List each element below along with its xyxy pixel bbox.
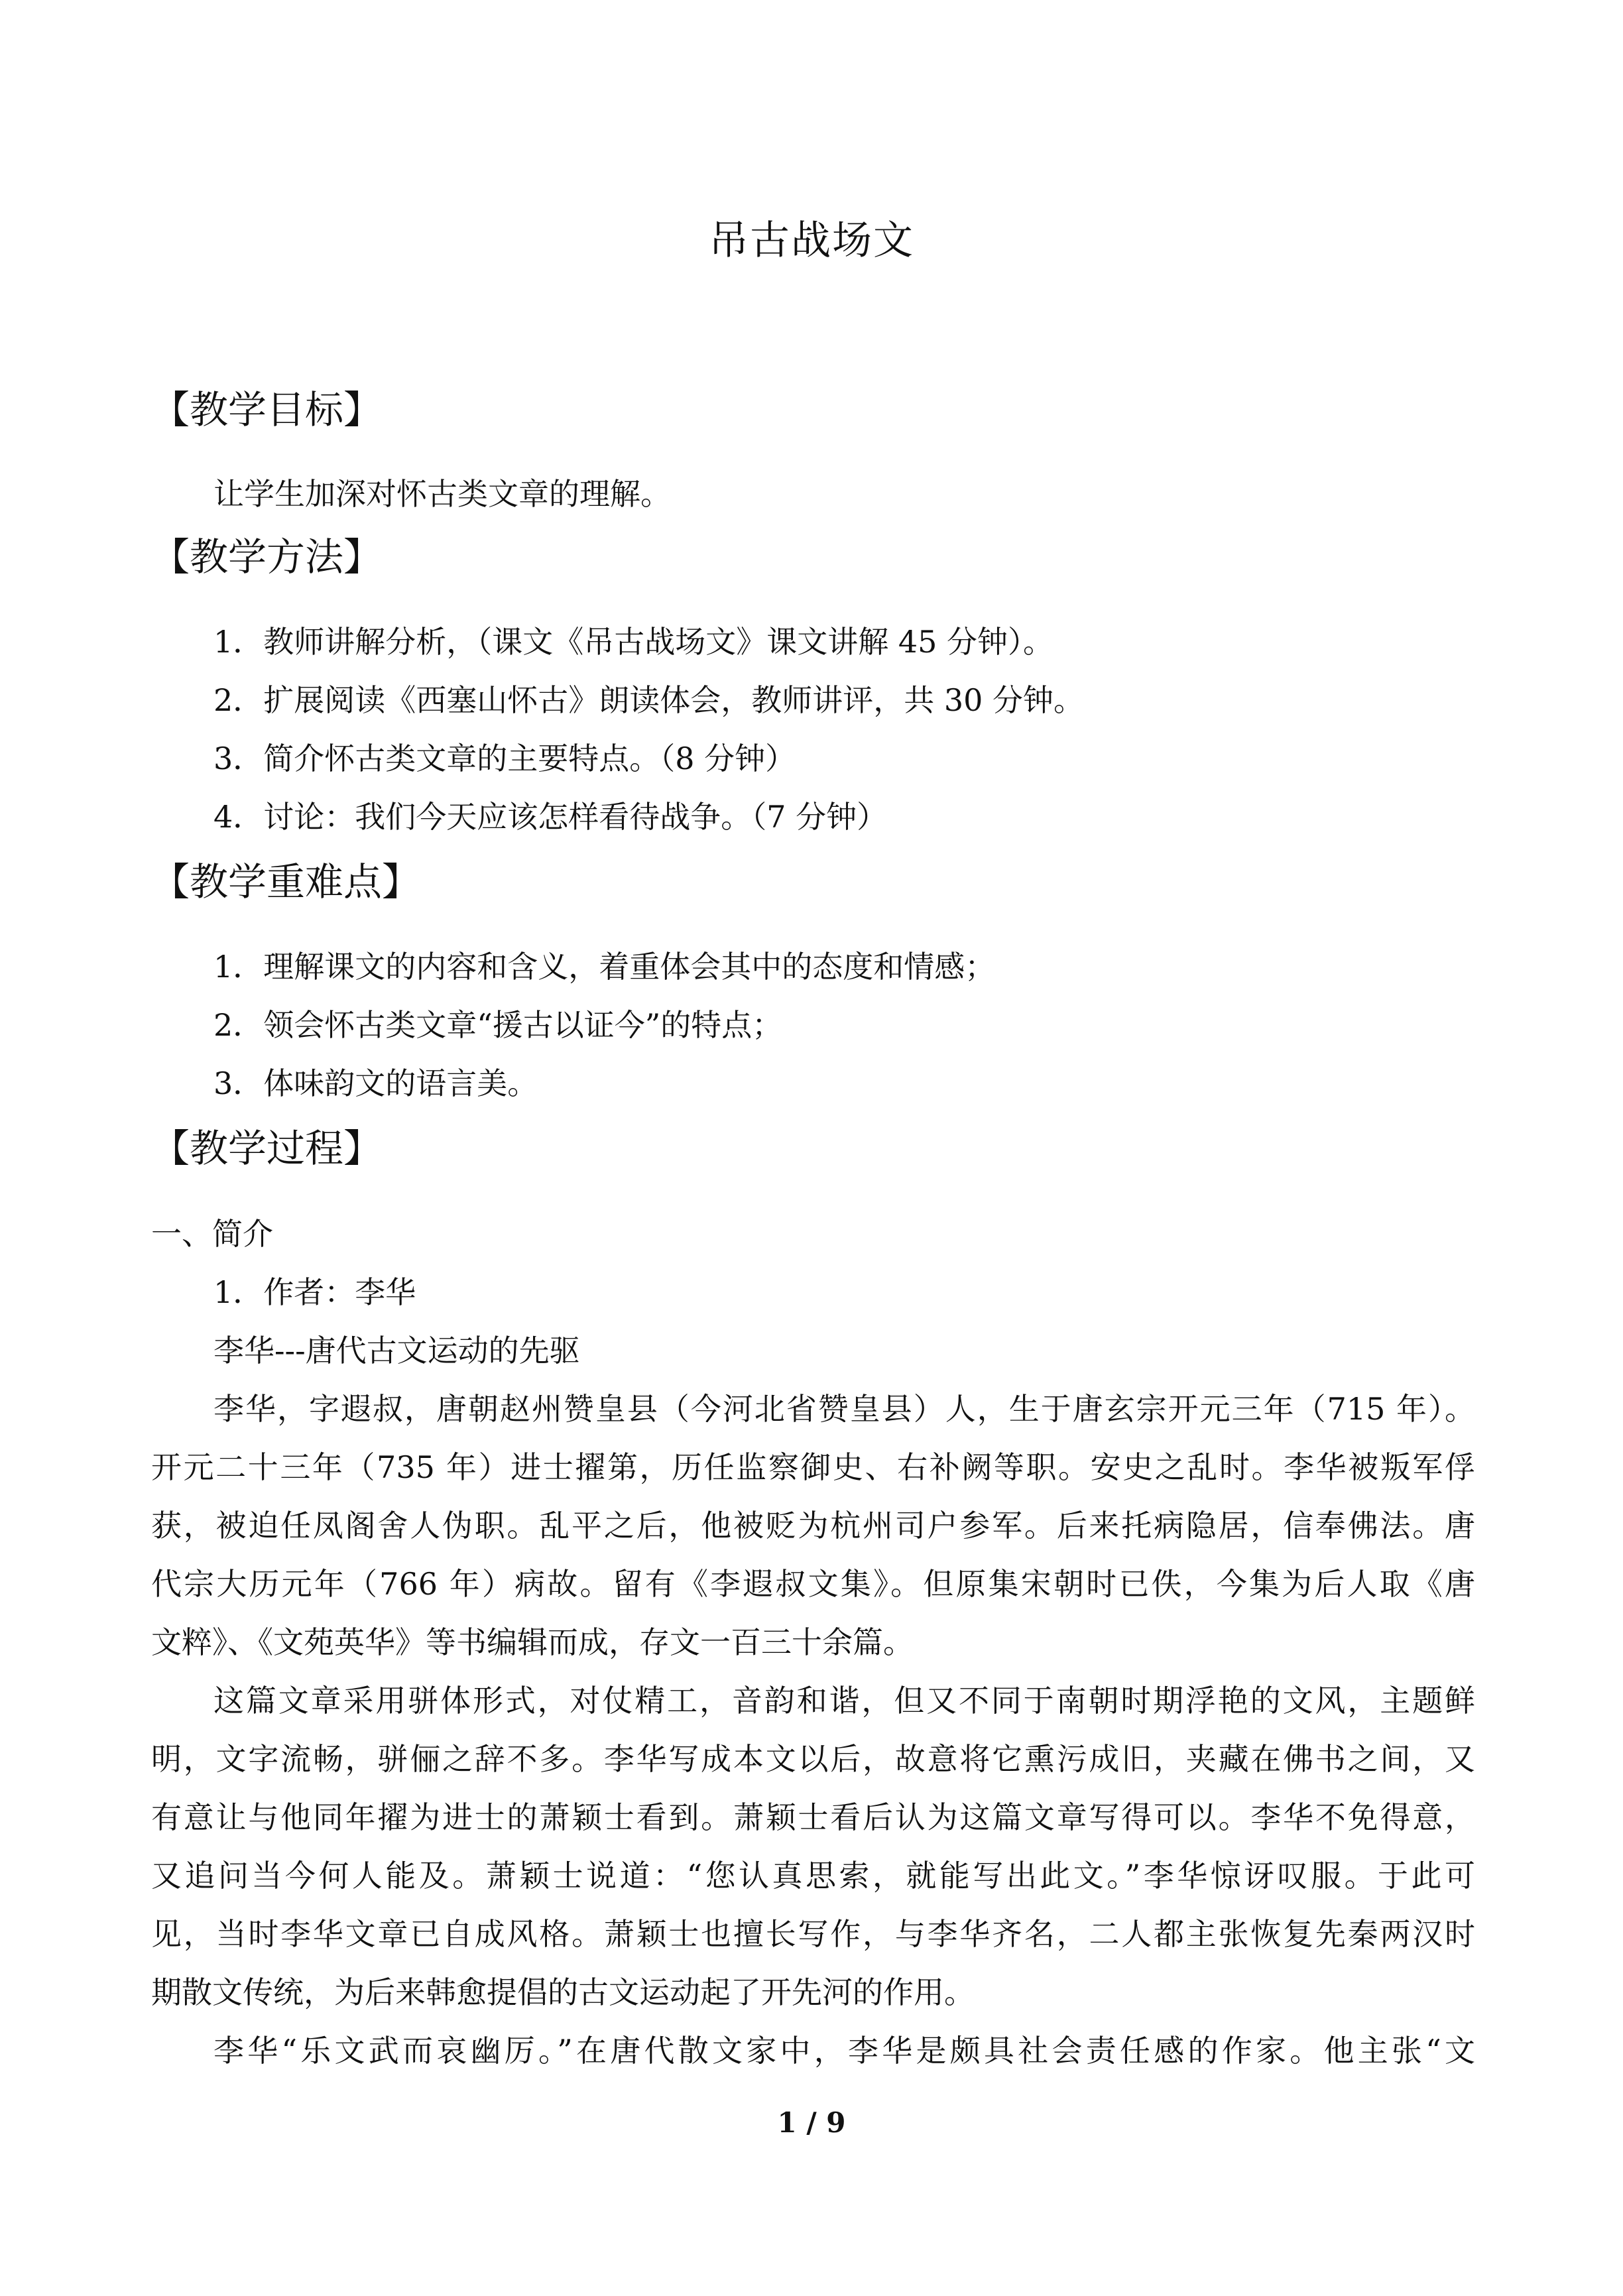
para1-line-4: 代宗大历元年（766 年）病故。留有《李遐叔文集》。但原集宋朝时已佚，今集为后人取《唐 <box>151 1566 1475 1602</box>
method-line-4: 4．讨论：我们今天应该怎样看待战争。（7 分钟） <box>213 799 888 835</box>
para2-line-6: 期散文传统，为后来韩愈提倡的古文运动起了开先河的作用。 <box>151 1974 975 2010</box>
para2-line-1: 这篇文章采用骈体形式，对仗精工，音韵和谐，但又不同于南朝时期浮艳的文风，主题鲜 <box>213 1683 1475 1719</box>
para1-line-2: 开元二十三年（735 年）进士擢第，历任监察御史、右补阙等职。安史之乱时。李华被叛军俘 <box>151 1449 1475 1485</box>
heading-method: 【教学方法】 <box>151 534 383 579</box>
method-line-1: 1．教师讲解分析，（课文《吊古战场文》课文讲解 45 分钟）。 <box>213 624 1054 660</box>
keypoint-line-3: 3．体味韵文的语言美。 <box>213 1065 538 1101</box>
para2-line-3: 有意让与他同年擢为进士的萧颖士看到。萧颖士看后认为这篇文章写得可以。李华不免得意， <box>151 1799 1475 1835</box>
method-line-3: 3．简介怀古类文章的主要特点。（8 分钟） <box>213 741 796 776</box>
para1-line-3: 获，被迫任凤阁舍人伪职。乱平之后，他被贬为杭州司户参军。后来托病隐居，信奉佛法。唐 <box>151 1508 1475 1543</box>
para2-line-4: 又追问当今何人能及。萧颖士说道：“您认真思索，就能写出此文。”李华惊讶叹服。于此可 <box>151 1858 1475 1894</box>
page-number: 1 / 9 <box>777 2106 846 2139</box>
para1-line-5: 文粹》、《文苑英华》等书编辑而成，存文一百三十余篇。 <box>151 1624 914 1660</box>
para1-line-1: 李华，字遐叔，唐朝赵州赞皇县（今河北省赞皇县）人，生于唐玄宗开元三年（715 年）。 <box>213 1391 1475 1427</box>
para2-line-5: 见，当时李华文章已自成风格。萧颖士也擅长写作，与李华齐名，二人都主张恢复先秦两汉时 <box>151 1916 1475 1952</box>
para3-line-1: 李华“乐文武而哀幽厉。”在唐代散文家中，李华是颇具社会责任感的作家。他主张“文 <box>213 2033 1475 2069</box>
keypoint-line-2: 2．领会怀古类文章“援古以证今”的特点； <box>213 1007 783 1043</box>
document-title: 吊古战场文 <box>709 217 914 264</box>
heading-keypoints: 【教学重难点】 <box>151 859 421 904</box>
method-line-2: 2．扩展阅读《西塞山怀古》朗读体会，教师讲评，共 30 分钟。 <box>213 682 1085 718</box>
heading-objective: 【教学目标】 <box>151 387 383 432</box>
para2-line-2: 明，文字流畅，骈俪之辞不多。李华写成本文以后，故意将它熏污成旧，夹藏在佛书之间，又 <box>151 1741 1475 1777</box>
intro-line: 李华---唐代古文运动的先驱 <box>213 1333 580 1368</box>
process-subheading: 一、简介 <box>151 1216 273 1252</box>
objective-line: 让学生加深对怀古类文章的理解。 <box>213 476 671 512</box>
keypoint-line-1: 1．理解课文的内容和含义，着重体会其中的态度和情感； <box>213 949 996 985</box>
author-line: 1．作者：李华 <box>213 1274 416 1310</box>
heading-process: 【教学过程】 <box>151 1126 383 1171</box>
